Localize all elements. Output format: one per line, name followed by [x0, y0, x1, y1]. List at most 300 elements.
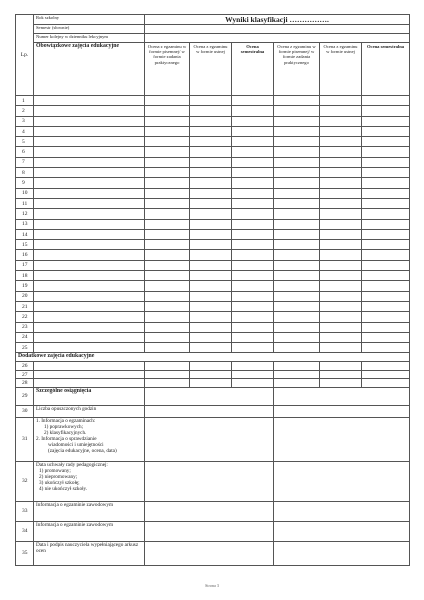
table-row [16, 541, 410, 565]
page-footer: Strona 3 [204, 583, 220, 588]
row-number: 34 [16, 521, 34, 541]
grade-cell[interactable] [274, 271, 320, 281]
row-number: 8 [16, 168, 34, 178]
grade-cell[interactable] [362, 126, 410, 136]
row-number: 10 [16, 188, 34, 198]
row-number: 16 [16, 250, 34, 260]
grade-cell[interactable] [145, 260, 190, 270]
row-number: 27 [16, 370, 34, 379]
grade-cell[interactable] [145, 250, 190, 260]
table-row [16, 178, 410, 188]
row-number: 21 [16, 301, 34, 311]
grade-cell[interactable] [232, 106, 274, 116]
grade-cell[interactable] [274, 312, 320, 322]
grade-cell[interactable] [362, 96, 410, 106]
grade-cell[interactable] [320, 198, 362, 208]
grade-cell[interactable] [145, 219, 190, 229]
subject-cell[interactable] [34, 312, 145, 322]
grade-cell[interactable] [320, 343, 362, 353]
grade-cell[interactable] [232, 379, 274, 388]
row-number: 3 [16, 116, 34, 126]
grade-cell[interactable] [362, 281, 410, 291]
r33-value-2[interactable] [274, 501, 410, 521]
grade-cell[interactable] [145, 116, 190, 126]
r35-value-1[interactable] [145, 541, 274, 565]
table-row [16, 188, 410, 198]
grade-cell[interactable] [145, 343, 190, 353]
grade-cell[interactable] [145, 362, 190, 371]
grade-cell[interactable] [362, 312, 410, 322]
grade-cell[interactable] [145, 379, 190, 388]
grade-cell[interactable] [232, 219, 274, 229]
grade-cell[interactable] [232, 362, 274, 371]
grade-cell[interactable] [232, 126, 274, 136]
r34-value-2[interactable] [274, 521, 410, 541]
row-number: 5 [16, 137, 34, 147]
grade-cell[interactable] [232, 301, 274, 311]
grade-cell[interactable] [145, 178, 190, 188]
row-number: 4 [16, 126, 34, 136]
grade-cell[interactable] [362, 322, 410, 332]
grade-cell[interactable] [320, 291, 362, 301]
row-number: 18 [16, 271, 34, 281]
semester-label: Semestr (słownie) [34, 25, 145, 34]
grade-cell[interactable] [232, 96, 274, 106]
r30-value-2[interactable] [274, 405, 410, 417]
grade-cell[interactable] [232, 188, 274, 198]
grade-cell[interactable] [232, 343, 274, 353]
table-row [16, 343, 410, 353]
grade-cell[interactable] [190, 312, 232, 322]
test-info-title: 2. Informacja o sprawdzianie [36, 435, 97, 442]
subject-cell[interactable] [34, 147, 145, 157]
grade-cell[interactable] [145, 126, 190, 136]
table-row [16, 106, 410, 116]
r29-label [34, 387, 145, 405]
grade-cell[interactable] [362, 198, 410, 208]
table-row [16, 157, 410, 167]
grade-cell[interactable] [145, 291, 190, 301]
table-row [16, 301, 410, 311]
grade-cell[interactable] [274, 209, 320, 219]
grade-cell[interactable] [232, 322, 274, 332]
grade-cell[interactable] [320, 116, 362, 126]
grade-cell[interactable] [362, 229, 410, 239]
grade-cell[interactable] [190, 271, 232, 281]
grade-cell[interactable] [190, 137, 232, 147]
grade-cell[interactable] [362, 301, 410, 311]
grade-cell[interactable] [190, 219, 232, 229]
grade-cell[interactable] [320, 229, 362, 239]
grade-cell[interactable] [190, 260, 232, 270]
grade-cell[interactable] [274, 96, 320, 106]
grade-cell[interactable] [232, 116, 274, 126]
grade-cell[interactable] [190, 301, 232, 311]
council-resolution-title: Data uchwały rady pedagogicznej: [36, 461, 108, 468]
col-semester-grade-1: Ocena semestralna [232, 43, 274, 96]
grade-cell[interactable] [145, 281, 190, 291]
grade-cell[interactable] [190, 126, 232, 136]
exam-info-title: 1. Informacja o egzaminach: [36, 417, 96, 424]
row-number: 6 [16, 147, 34, 157]
r33-label: Informacja o egzaminie zawodowym [34, 501, 145, 521]
grade-cell[interactable] [362, 188, 410, 198]
table-row [16, 281, 410, 291]
grade-cell[interactable] [274, 250, 320, 260]
subject-cell[interactable] [34, 126, 145, 136]
table-row [16, 137, 410, 147]
r35-value-2[interactable] [274, 541, 410, 565]
col-written-exam-2: Ocena z egzaminu w formie pisemnej/ w formie zadania praktycznego [274, 43, 320, 96]
table-row [16, 370, 410, 379]
table-row [16, 405, 410, 417]
grade-cell[interactable] [190, 322, 232, 332]
grade-cell[interactable] [320, 147, 362, 157]
grade-cell[interactable] [190, 229, 232, 239]
achievements-label: Szczególne osiągnięcia [36, 387, 92, 394]
r29-value-1[interactable] [145, 387, 274, 405]
subject-cell[interactable] [34, 198, 145, 208]
grade-cell[interactable] [274, 198, 320, 208]
results-title: Wyniki klasyfikacji ……………. [145, 15, 410, 25]
grade-cell[interactable] [190, 362, 232, 371]
grade-cell[interactable] [320, 137, 362, 147]
grade-cell[interactable] [190, 106, 232, 116]
grade-cell[interactable] [232, 281, 274, 291]
grade-cell[interactable] [274, 178, 320, 188]
grade-cell[interactable] [362, 379, 410, 388]
row-number: 11 [16, 198, 34, 208]
grade-cell[interactable] [232, 198, 274, 208]
grade-cell[interactable] [190, 168, 232, 178]
grade-cell[interactable] [145, 271, 190, 281]
grade-cell[interactable] [362, 106, 410, 116]
grade-cell[interactable] [274, 229, 320, 239]
row-number: 26 [16, 362, 34, 371]
col-written-exam-1: Ocena z egzaminu w formie pisemnej/ w formie zadania praktycznego [145, 43, 190, 96]
table-row [16, 379, 410, 388]
grade-cell[interactable] [320, 260, 362, 270]
grade-cell[interactable] [274, 332, 320, 342]
subject-cell[interactable] [34, 379, 145, 388]
subject-cell[interactable] [34, 178, 145, 188]
grade-cell[interactable] [274, 362, 320, 371]
grade-cell[interactable] [232, 291, 274, 301]
subject-cell[interactable] [34, 362, 145, 371]
grade-cell[interactable] [190, 157, 232, 167]
grade-cell[interactable] [232, 147, 274, 157]
grade-cell[interactable] [145, 229, 190, 239]
r29-value-2[interactable] [274, 387, 410, 405]
grade-cell[interactable] [274, 260, 320, 270]
semester-value[interactable] [145, 25, 410, 34]
row-number: 24 [16, 332, 34, 342]
grade-cell[interactable] [274, 379, 320, 388]
grade-cell[interactable] [232, 168, 274, 178]
grade-cell[interactable] [190, 116, 232, 126]
subject-cell[interactable] [34, 281, 145, 291]
subject-cell[interactable] [34, 168, 145, 178]
lp-header: Lp. [16, 15, 34, 96]
table-row [16, 387, 410, 405]
row-number: 7 [16, 157, 34, 167]
grade-cell[interactable] [362, 157, 410, 167]
grade-cell[interactable] [232, 137, 274, 147]
grade-cell[interactable] [232, 370, 274, 379]
grade-cell[interactable] [362, 137, 410, 147]
subject-cell[interactable] [34, 322, 145, 332]
row-number: 1 [16, 96, 34, 106]
subject-cell[interactable] [34, 250, 145, 260]
grade-cell[interactable] [274, 168, 320, 178]
grade-cell[interactable] [190, 198, 232, 208]
table-row [16, 168, 410, 178]
grade-cell[interactable] [274, 188, 320, 198]
grade-cell[interactable] [145, 157, 190, 167]
r30-label: Liczba opuszczonych godzin [34, 405, 145, 417]
subject-cell[interactable] [34, 240, 145, 250]
grade-cell[interactable] [190, 250, 232, 260]
grade-cell[interactable] [190, 240, 232, 250]
grade-cell[interactable] [274, 116, 320, 126]
row-number: 33 [16, 501, 34, 521]
grade-cell[interactable] [145, 301, 190, 311]
r30-value-1[interactable] [145, 405, 274, 417]
grade-cell[interactable] [320, 96, 362, 106]
grade-cell[interactable] [362, 291, 410, 301]
grade-cell[interactable] [274, 106, 320, 116]
additional-subjects-header: Dodatkowe zajęcia edukacyjne [16, 353, 410, 362]
grade-cell[interactable] [274, 240, 320, 250]
r31-value-2[interactable] [274, 417, 410, 461]
grade-cell[interactable] [232, 240, 274, 250]
grade-cell[interactable] [232, 312, 274, 322]
subject-cell[interactable] [34, 260, 145, 270]
row-number: 23 [16, 322, 34, 332]
table-row [16, 240, 410, 250]
grade-cell[interactable] [320, 379, 362, 388]
grade-cell[interactable] [145, 106, 190, 116]
journal-number-value[interactable] [145, 34, 410, 43]
grade-cell[interactable] [232, 332, 274, 342]
row-number: 28 [16, 379, 34, 388]
subject-cell[interactable] [34, 301, 145, 311]
table-row [16, 291, 410, 301]
grade-cell[interactable] [320, 332, 362, 342]
row-number: 2 [16, 106, 34, 116]
r34-value-1[interactable] [145, 521, 274, 541]
grade-cell[interactable] [362, 116, 410, 126]
table-row [16, 322, 410, 332]
grade-cell[interactable] [320, 362, 362, 371]
grade-cell[interactable] [232, 157, 274, 167]
grade-cell[interactable] [362, 250, 410, 260]
r34-label: Informacja o egzaminie zawodowym [34, 521, 145, 541]
grade-cell[interactable] [274, 370, 320, 379]
grade-cell[interactable] [320, 188, 362, 198]
subject-cell[interactable] [34, 157, 145, 167]
row-number: 14 [16, 229, 34, 239]
table-row [16, 229, 410, 239]
grade-cell[interactable] [145, 96, 190, 106]
grade-cell[interactable] [362, 240, 410, 250]
grade-cell[interactable] [362, 168, 410, 178]
subject-cell[interactable] [34, 137, 145, 147]
grade-cell[interactable] [190, 178, 232, 188]
grade-cell[interactable] [320, 301, 362, 311]
grade-cell[interactable] [232, 250, 274, 260]
grade-cell[interactable] [320, 168, 362, 178]
grade-cell[interactable] [145, 312, 190, 322]
grade-cell[interactable] [362, 209, 410, 219]
r35-label: Data i podpis nauczyciela wypełniającego arkusz ocen [34, 541, 145, 565]
r32-label: Data uchwały rady pedagogicznej: 1) promowany; 2) niepromowany; 3) ukończył szkołę; 4) nie ukończył szkoły. [34, 461, 145, 501]
subject-cell[interactable] [34, 370, 145, 379]
subject-cell[interactable] [34, 332, 145, 342]
grade-cell[interactable] [232, 178, 274, 188]
table-row [16, 501, 410, 521]
grade-cell[interactable] [362, 147, 410, 157]
table-row [16, 96, 410, 106]
grade-cell[interactable] [274, 343, 320, 353]
subject-cell[interactable] [34, 96, 145, 106]
grade-cell[interactable] [274, 126, 320, 136]
subject-cell[interactable] [34, 106, 145, 116]
r33-value-1[interactable] [145, 501, 274, 521]
table-row [16, 332, 410, 342]
table-row [16, 116, 410, 126]
row-number: 15 [16, 240, 34, 250]
subject-cell[interactable] [34, 209, 145, 219]
grade-cell[interactable] [145, 209, 190, 219]
grade-cell[interactable] [320, 322, 362, 332]
grade-cell[interactable] [362, 260, 410, 270]
grade-cell[interactable] [362, 332, 410, 342]
row-number: 17 [16, 260, 34, 270]
grade-cell[interactable] [362, 370, 410, 379]
grade-cell[interactable] [274, 137, 320, 147]
grade-cell[interactable] [320, 178, 362, 188]
subject-cell[interactable] [34, 188, 145, 198]
grade-cell[interactable] [190, 343, 232, 353]
r31-value-1[interactable] [145, 417, 274, 461]
grade-cell[interactable] [190, 96, 232, 106]
table-row [16, 362, 410, 371]
subject-cell[interactable] [34, 219, 145, 229]
table-row [16, 260, 410, 270]
subject-cell[interactable] [34, 116, 145, 126]
row-number: 30 [16, 405, 34, 417]
table-row [16, 312, 410, 322]
grade-cell[interactable] [362, 362, 410, 371]
subject-cell[interactable] [34, 271, 145, 281]
grade-cell[interactable] [320, 219, 362, 229]
grade-cell[interactable] [320, 157, 362, 167]
row-number: 22 [16, 312, 34, 322]
grade-cell[interactable] [145, 168, 190, 178]
table-row [16, 521, 410, 541]
grade-cell[interactable] [145, 322, 190, 332]
table-row [16, 250, 410, 260]
grade-cell[interactable] [190, 370, 232, 379]
grade-cell[interactable] [362, 178, 410, 188]
table-row [16, 353, 410, 362]
grade-cell[interactable] [145, 332, 190, 342]
subject-cell[interactable] [34, 343, 145, 353]
school-year-label: Rok szkolny [34, 15, 145, 25]
grade-cell[interactable] [274, 157, 320, 167]
grade-cell[interactable] [190, 188, 232, 198]
col-semester-grade-2: Ocena semestralna [362, 43, 410, 96]
grade-cell[interactable] [232, 271, 274, 281]
col-oral-exam-1: Ocena z egzaminu w formie ustnej [190, 43, 232, 96]
row-number: 13 [16, 219, 34, 229]
grade-cell[interactable] [190, 291, 232, 301]
grade-cell[interactable] [320, 250, 362, 260]
row-number: 25 [16, 343, 34, 353]
grade-cell[interactable] [145, 240, 190, 250]
grade-cell[interactable] [190, 147, 232, 157]
table-row [16, 219, 410, 229]
grade-cell[interactable] [145, 137, 190, 147]
grade-cell[interactable] [362, 343, 410, 353]
row-number: 29 [16, 387, 34, 405]
r32-value-2[interactable] [274, 461, 410, 501]
grade-cell[interactable] [362, 219, 410, 229]
grade-cell[interactable] [232, 209, 274, 219]
table-row [16, 147, 410, 157]
grade-cell[interactable] [320, 281, 362, 291]
grade-cell[interactable] [274, 291, 320, 301]
grade-cell[interactable] [362, 271, 410, 281]
grade-cell[interactable] [320, 312, 362, 322]
grade-cell[interactable] [145, 147, 190, 157]
grade-cell[interactable] [320, 240, 362, 250]
grade-cell[interactable] [145, 370, 190, 379]
grade-cell[interactable] [274, 322, 320, 332]
grade-cell[interactable] [274, 219, 320, 229]
table-row [16, 417, 410, 461]
row-number: 31 [16, 417, 34, 461]
grade-cell[interactable] [274, 301, 320, 311]
grade-cell[interactable] [320, 370, 362, 379]
grades-sheet [15, 14, 409, 566]
table-row [16, 198, 410, 208]
r32-value-1[interactable] [145, 461, 274, 501]
grade-cell[interactable] [145, 198, 190, 208]
grade-cell[interactable] [190, 379, 232, 388]
grade-cell[interactable] [320, 126, 362, 136]
grade-cell[interactable] [274, 147, 320, 157]
grade-cell[interactable] [190, 281, 232, 291]
col-oral-exam-2: Ocena z egzaminu w formie ustnej [320, 43, 362, 96]
grade-cell[interactable] [145, 188, 190, 198]
grade-cell[interactable] [232, 229, 274, 239]
table-row [16, 209, 410, 219]
grade-cell[interactable] [190, 209, 232, 219]
grade-cell[interactable] [320, 271, 362, 281]
grade-cell[interactable] [320, 209, 362, 219]
grade-cell[interactable] [190, 332, 232, 342]
row-number: 9 [16, 178, 34, 188]
table-row [16, 126, 410, 136]
row-number: 20 [16, 291, 34, 301]
subject-cell[interactable] [34, 291, 145, 301]
grade-cell[interactable] [274, 281, 320, 291]
grade-cell[interactable] [320, 106, 362, 116]
subject-cell[interactable] [34, 229, 145, 239]
grade-cell[interactable] [232, 260, 274, 270]
